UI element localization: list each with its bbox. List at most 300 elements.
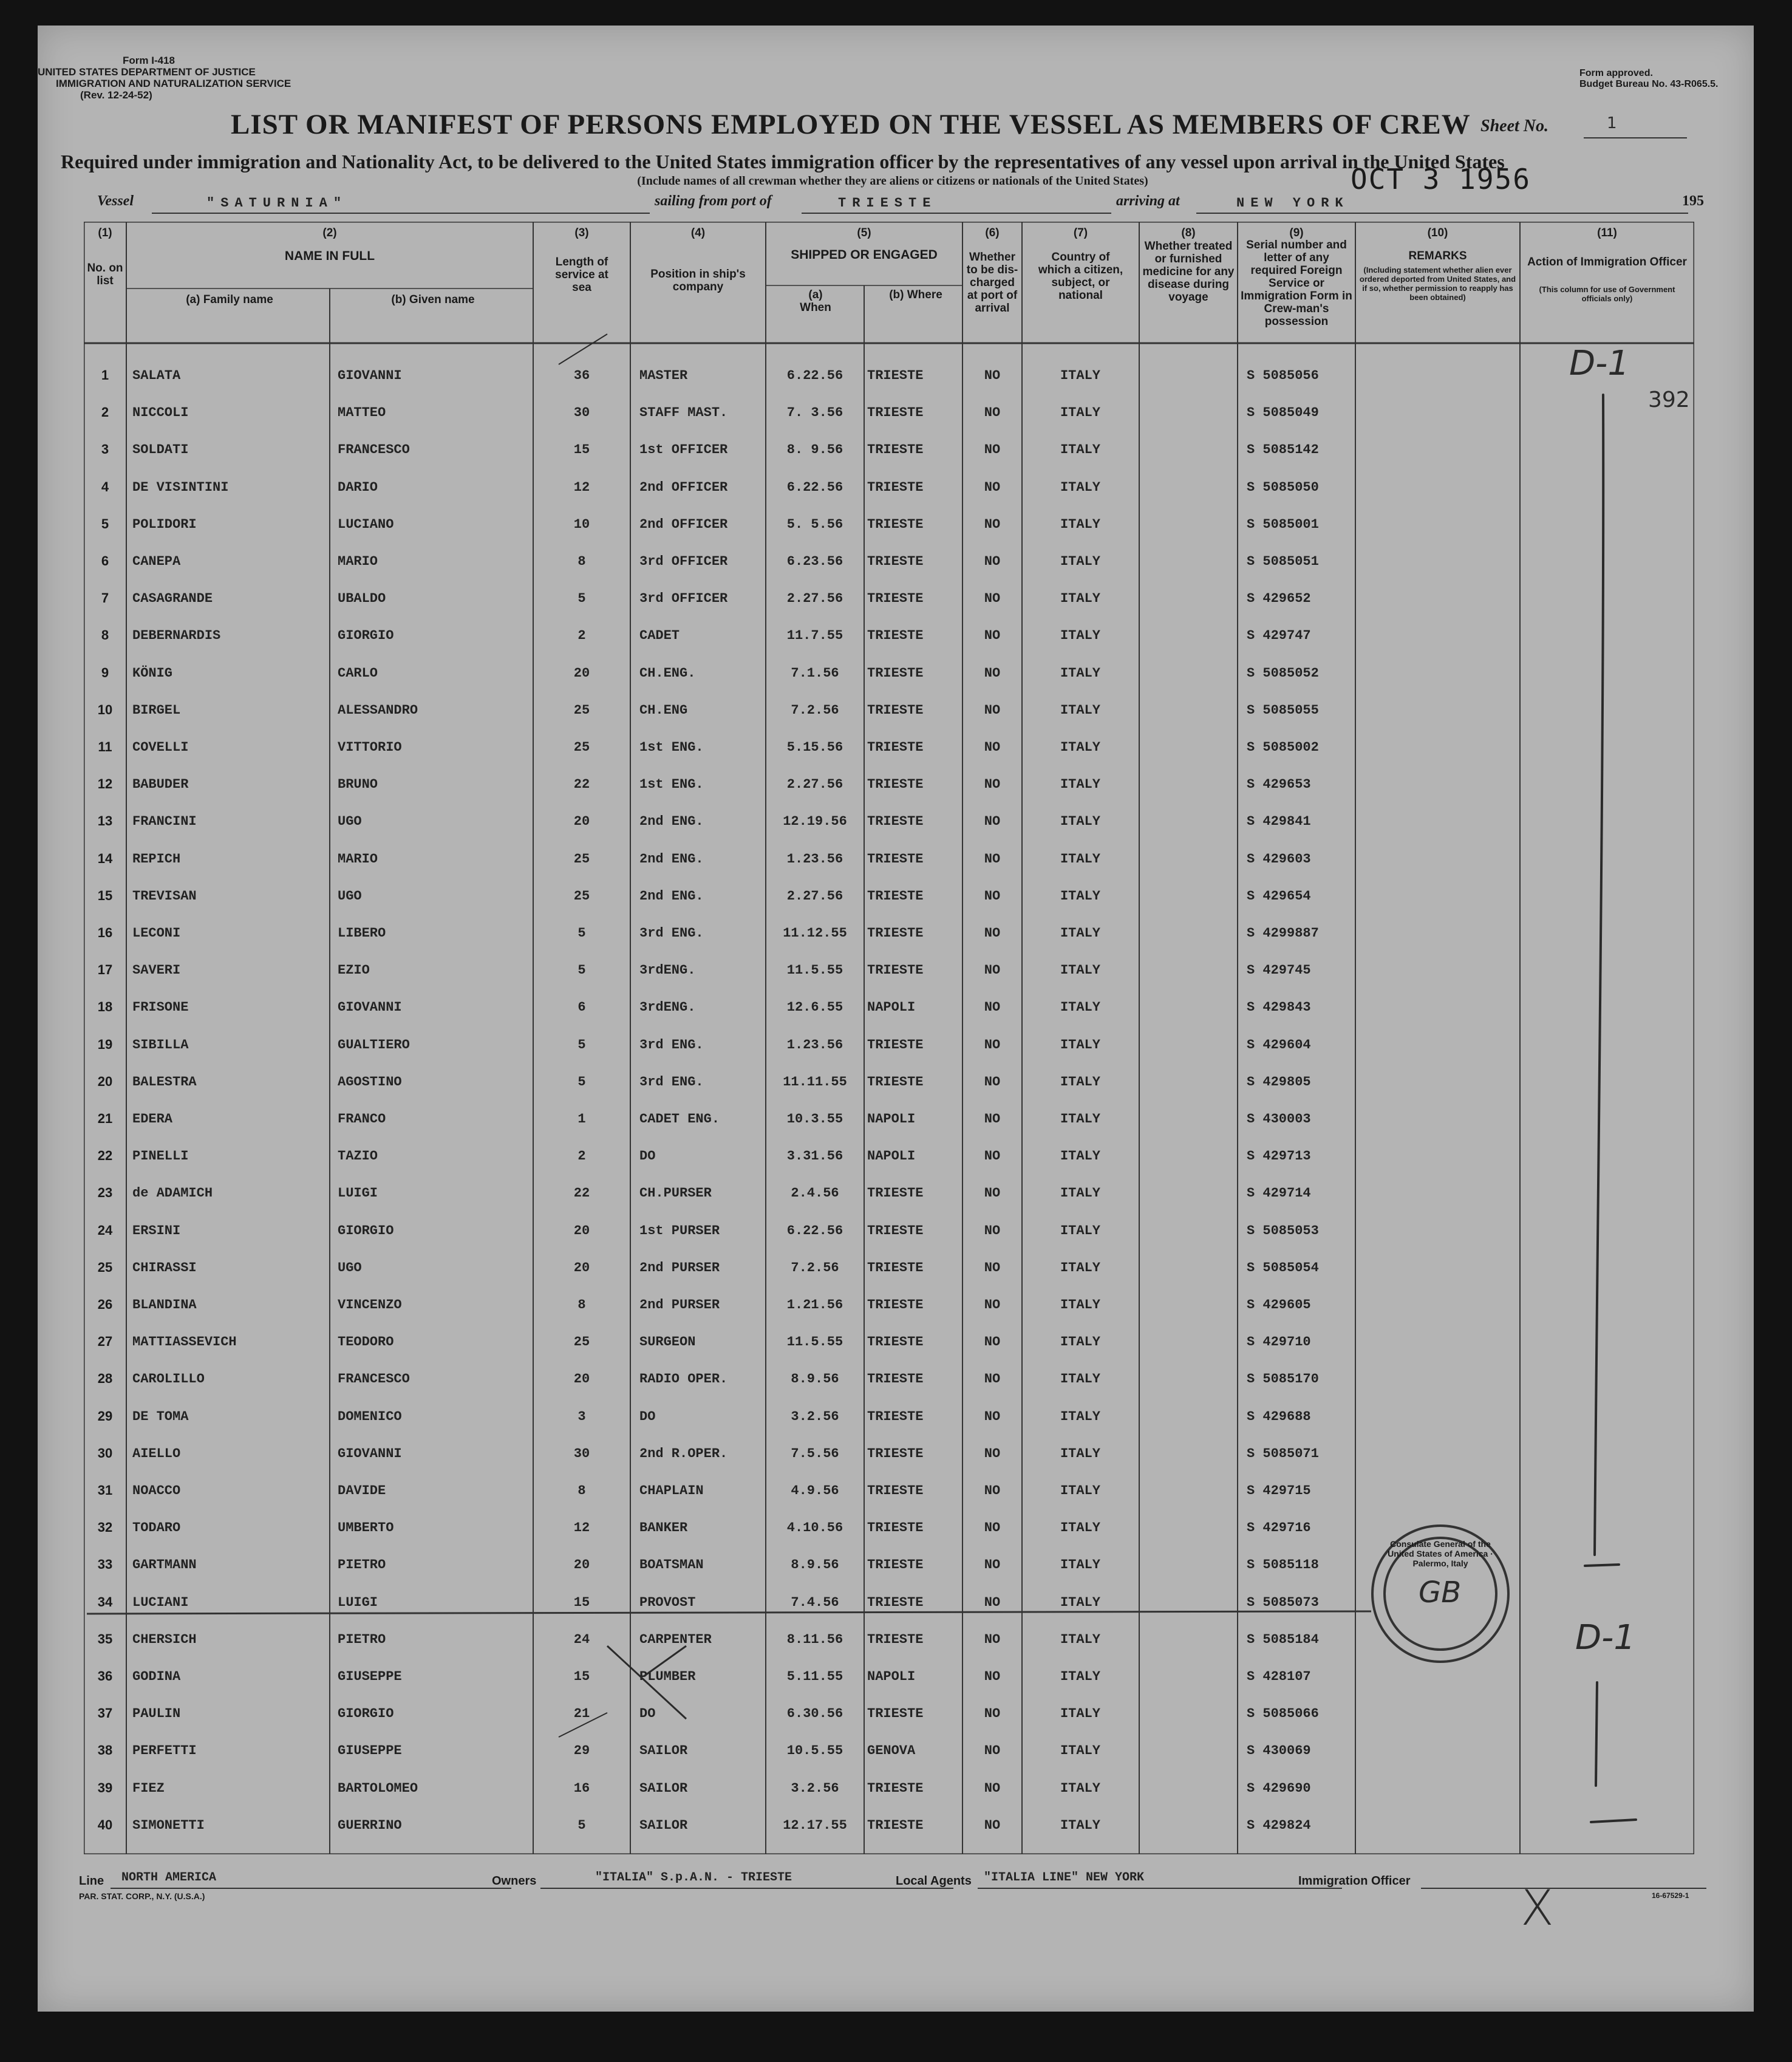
cell-discharge: NO bbox=[984, 1297, 1001, 1313]
row-number: 27 bbox=[97, 1334, 113, 1350]
approval-text: Form approved. bbox=[1579, 68, 1653, 78]
cell-given: UBALDO bbox=[338, 591, 386, 607]
cell-country: ITALY bbox=[1060, 777, 1100, 793]
cell-service: 15 bbox=[573, 442, 590, 458]
cell-service: 10 bbox=[573, 516, 590, 532]
cell-discharge: NO bbox=[984, 1743, 1001, 1759]
cell-given: GIORGIO bbox=[338, 628, 394, 644]
cell-position: 2nd ENG. bbox=[639, 814, 704, 830]
cell-discharge: NO bbox=[984, 1446, 1001, 1461]
cell-serial: S 429652 bbox=[1247, 591, 1311, 607]
cell-service: 5 bbox=[577, 1037, 586, 1053]
cell-serial: S 5085052 bbox=[1247, 665, 1319, 681]
line-label: Line bbox=[79, 1874, 104, 1888]
cell-where: TRIESTE bbox=[867, 814, 924, 830]
cell-position: 2nd ENG. bbox=[639, 851, 704, 867]
cell-discharge: NO bbox=[984, 1371, 1001, 1387]
cell-discharge: NO bbox=[984, 1037, 1001, 1053]
cell-serial: S 429713 bbox=[1247, 1149, 1311, 1164]
local-agents-label: Local Agents bbox=[896, 1874, 972, 1888]
cell-when: 6.22.56 bbox=[786, 368, 843, 383]
row-number: 22 bbox=[97, 1148, 113, 1164]
cell-position: DO bbox=[639, 1408, 656, 1424]
cell-service: 25 bbox=[573, 702, 590, 718]
cell-service: 12 bbox=[573, 479, 590, 495]
cell-serial: S 429824 bbox=[1247, 1817, 1311, 1833]
cell-when: 1.23.56 bbox=[786, 851, 843, 867]
cell-family: NICCOLI bbox=[132, 405, 189, 421]
cell-family: FIEZ bbox=[132, 1780, 165, 1796]
cell-serial: S 429716 bbox=[1247, 1520, 1311, 1536]
row-number: 2 bbox=[101, 405, 109, 420]
cell-when: 11.5.55 bbox=[786, 1334, 843, 1350]
cell-when: 6.22.56 bbox=[786, 1223, 843, 1238]
cell-service: 30 bbox=[573, 1446, 590, 1461]
cell-position: 1st ENG. bbox=[639, 740, 704, 755]
cell-country: ITALY bbox=[1060, 1706, 1100, 1722]
cell-given: MARIO bbox=[338, 851, 378, 867]
cell-position: SAILOR bbox=[639, 1743, 688, 1759]
cell-serial: S 429690 bbox=[1247, 1780, 1311, 1796]
cell-position: CH.ENG. bbox=[639, 665, 696, 681]
cell-position: CADET bbox=[639, 628, 680, 644]
cell-position: 2nd OFFICER bbox=[639, 516, 728, 532]
cell-service: 5 bbox=[577, 1074, 586, 1090]
x-mark: X bbox=[1521, 1880, 1554, 1936]
cell-family: KÖNIG bbox=[132, 665, 173, 681]
form-approval bbox=[1579, 68, 1774, 90]
consulate-seal bbox=[1371, 1524, 1510, 1663]
cell-service: 5 bbox=[577, 1817, 586, 1833]
cell-family: LECONI bbox=[132, 926, 181, 941]
cell-service: 5 bbox=[577, 591, 586, 607]
row-number: 32 bbox=[97, 1520, 113, 1535]
cell-where: TRIESTE bbox=[867, 554, 924, 569]
cell-discharge: NO bbox=[984, 1520, 1001, 1536]
cell-position: 3rdENG. bbox=[639, 1000, 696, 1016]
cell-serial: S 5085118 bbox=[1247, 1557, 1319, 1573]
cell-country: ITALY bbox=[1060, 702, 1100, 718]
cell-position: 2nd OFFICER bbox=[639, 479, 728, 495]
row-number: 18 bbox=[97, 999, 113, 1015]
cell-when: 5. 5.56 bbox=[786, 516, 843, 532]
cell-country: ITALY bbox=[1060, 554, 1100, 569]
row-number: 38 bbox=[97, 1743, 113, 1758]
cell-country: ITALY bbox=[1060, 1408, 1100, 1424]
cell-service: 36 bbox=[573, 368, 590, 383]
cell-service: 5 bbox=[577, 926, 586, 941]
cell-discharge: NO bbox=[984, 1334, 1001, 1350]
cell-family: DE VISINTINI bbox=[132, 479, 229, 495]
cell-where: TRIESTE bbox=[867, 1408, 924, 1424]
date-stamp: OCT 3 1956 bbox=[1351, 163, 1531, 196]
cell-where: TRIESTE bbox=[867, 1186, 924, 1201]
cell-when: 7.5.56 bbox=[791, 1446, 839, 1461]
cell-discharge: NO bbox=[984, 1260, 1001, 1275]
cell-family: FRANCINI bbox=[132, 814, 197, 830]
cell-discharge: NO bbox=[984, 591, 1001, 607]
cell-country: ITALY bbox=[1060, 1557, 1100, 1573]
cell-family: BABUDER bbox=[132, 777, 189, 793]
cell-family: SALATA bbox=[132, 368, 181, 383]
line-value: NORTH AMERICA bbox=[121, 1871, 217, 1885]
cell-when: 4.9.56 bbox=[791, 1483, 839, 1498]
row-number: 21 bbox=[97, 1111, 113, 1126]
row-number: 10 bbox=[97, 702, 113, 717]
form-number: Form I-418 bbox=[123, 55, 175, 66]
cell-service: 25 bbox=[573, 1334, 590, 1350]
row-number: 16 bbox=[97, 925, 113, 940]
cell-country: ITALY bbox=[1060, 665, 1100, 681]
col4-number: (4) bbox=[690, 227, 706, 239]
cell-where: TRIESTE bbox=[867, 442, 924, 458]
subtitle: Required under immigration and Nationality Act, to be delivered to the United States immigration officer by the representatives of any vessel upon arrival in the United States bbox=[61, 151, 1505, 172]
cell-service: 8 bbox=[577, 1483, 586, 1498]
cell-when: 11.11.55 bbox=[783, 1074, 847, 1090]
cell-discharge: NO bbox=[984, 1223, 1001, 1238]
cell-when: 2.27.56 bbox=[786, 591, 843, 607]
cell-given: DARIO bbox=[338, 479, 378, 495]
row-number: 5 bbox=[101, 516, 109, 531]
cell-serial: S 429805 bbox=[1247, 1074, 1311, 1090]
cell-service: 25 bbox=[573, 888, 590, 904]
cell-given: GUERRINO bbox=[338, 1817, 402, 1833]
cell-discharge: NO bbox=[984, 1780, 1001, 1796]
cell-family: BLANDINA bbox=[132, 1297, 197, 1313]
cell-given: LIBERO bbox=[338, 926, 386, 941]
cell-family: BALESTRA bbox=[132, 1074, 197, 1090]
cell-serial: S 5085066 bbox=[1247, 1706, 1319, 1722]
cell-serial: S 429604 bbox=[1247, 1037, 1311, 1053]
cell-given: LUCIANO bbox=[338, 516, 394, 532]
cell-given: UMBERTO bbox=[338, 1520, 394, 1536]
cell-family: DE TOMA bbox=[132, 1408, 189, 1424]
cell-given: UGO bbox=[338, 814, 362, 830]
cell-when: 12.6.55 bbox=[786, 1000, 843, 1016]
cell-country: ITALY bbox=[1060, 888, 1100, 904]
cell-given: AGOSTINO bbox=[338, 1074, 402, 1090]
cell-given: PIETRO bbox=[338, 1557, 386, 1573]
cell-when: 2.27.56 bbox=[786, 777, 843, 793]
cell-serial: S 5085049 bbox=[1247, 405, 1319, 421]
cell-when: 11.12.55 bbox=[783, 926, 847, 941]
cell-service: 25 bbox=[573, 740, 590, 755]
sheet-label: Sheet No. bbox=[1480, 117, 1548, 135]
row-number: 15 bbox=[97, 887, 113, 903]
cell-where: TRIESTE bbox=[867, 1223, 924, 1238]
cell-country: ITALY bbox=[1060, 1594, 1100, 1610]
row-number: 20 bbox=[97, 1073, 113, 1089]
cell-where: TRIESTE bbox=[867, 1260, 924, 1275]
row-number: 1 bbox=[101, 367, 109, 383]
cell-position: CADET ENG. bbox=[639, 1111, 720, 1127]
vessel-label: Vessel bbox=[97, 193, 134, 209]
row-number: 6 bbox=[101, 553, 109, 568]
cell-position: 1st OFFICER bbox=[639, 442, 728, 458]
cell-country: ITALY bbox=[1060, 1297, 1100, 1313]
cell-serial: S 429714 bbox=[1247, 1186, 1311, 1201]
cell-position: 2nd PURSER bbox=[639, 1297, 720, 1313]
cell-country: ITALY bbox=[1060, 740, 1100, 755]
cell-family: MATTIASSEVICH bbox=[132, 1334, 237, 1350]
col4-header: Position in ship's company bbox=[650, 268, 746, 293]
cell-given: FRANCESCO bbox=[338, 1371, 410, 1387]
cell-service: 1 bbox=[577, 1111, 586, 1127]
service-name: IMMIGRATION AND NATURALIZATION SERVICE bbox=[56, 78, 291, 89]
cell-discharge: NO bbox=[984, 740, 1001, 755]
row-number: 7 bbox=[101, 590, 109, 606]
col6-header: Whether to be dis-charged at port of arrival bbox=[966, 251, 1018, 315]
cell-when: 10.3.55 bbox=[786, 1111, 843, 1127]
cell-when: 7.4.56 bbox=[791, 1594, 839, 1610]
cell-where: TRIESTE bbox=[867, 740, 924, 755]
cell-family: NOACCO bbox=[132, 1483, 181, 1498]
row-number: 33 bbox=[97, 1557, 113, 1572]
agency-name: UNITED STATES DEPARTMENT OF JUSTICE bbox=[38, 66, 256, 78]
cell-serial: S 429654 bbox=[1247, 888, 1311, 904]
row-number: 29 bbox=[97, 1408, 113, 1424]
cell-where: TRIESTE bbox=[867, 665, 924, 681]
cell-position: SURGEON bbox=[639, 1334, 696, 1350]
cell-given: BARTOLOMEO bbox=[338, 1780, 418, 1796]
arrival-port: NEW YORK bbox=[1236, 196, 1349, 211]
row-number: 40 bbox=[97, 1817, 113, 1832]
cell-service: 20 bbox=[573, 1260, 590, 1275]
cell-position: STAFF MAST. bbox=[639, 405, 728, 421]
col9-number: (9) bbox=[1289, 227, 1304, 239]
cell-serial: S 5085053 bbox=[1247, 1223, 1319, 1238]
cell-serial: S 430069 bbox=[1247, 1743, 1311, 1759]
cell-discharge: NO bbox=[984, 1074, 1001, 1090]
cell-serial: S 5085142 bbox=[1247, 442, 1319, 458]
cell-discharge: NO bbox=[984, 1000, 1001, 1016]
service-strikethrough-marks bbox=[547, 316, 619, 1859]
manifest-footer bbox=[73, 1871, 1712, 1919]
row-number: 37 bbox=[97, 1705, 113, 1721]
sailing-label: sailing from port of bbox=[655, 193, 772, 209]
cell-discharge: NO bbox=[984, 1557, 1001, 1573]
cell-when: 3.2.56 bbox=[791, 1408, 839, 1424]
cell-when: 4.10.56 bbox=[786, 1520, 843, 1536]
cell-country: ITALY bbox=[1060, 1074, 1100, 1090]
cell-country: ITALY bbox=[1060, 1111, 1100, 1127]
cell-serial: S 429688 bbox=[1247, 1408, 1311, 1424]
cell-discharge: NO bbox=[984, 1669, 1001, 1684]
cell-country: ITALY bbox=[1060, 1669, 1100, 1684]
cell-where: TRIESTE bbox=[867, 1631, 924, 1647]
cell-discharge: NO bbox=[984, 1631, 1001, 1647]
cell-position: 3rdENG. bbox=[639, 963, 696, 978]
form-revision: (Rev. 12-24-52) bbox=[80, 89, 152, 101]
owners-value: "ITALIA" S.p.A.N. - TRIESTE bbox=[595, 1871, 792, 1885]
col2b-header: (b) Given name bbox=[391, 293, 475, 306]
cell-discharge: NO bbox=[984, 1594, 1001, 1610]
cell-when: 11.5.55 bbox=[786, 963, 843, 978]
col10-note: (Including statement whether alien ever ordered deported from United States, and if so, whether permission to reapply has been obtained) bbox=[1359, 265, 1516, 302]
cell-serial: S 5085055 bbox=[1247, 702, 1319, 718]
cell-family: BIRGEL bbox=[132, 702, 181, 718]
cell-serial: S 5085056 bbox=[1247, 368, 1319, 383]
cell-family: CHERSICH bbox=[132, 1631, 197, 1647]
cell-position: CH.ENG bbox=[639, 702, 688, 718]
cell-discharge: NO bbox=[984, 368, 1001, 383]
cell-service: 5 bbox=[577, 963, 586, 978]
cell-position: CH.PURSER bbox=[639, 1186, 712, 1201]
cell-service: 12 bbox=[573, 1520, 590, 1536]
cell-country: ITALY bbox=[1060, 926, 1100, 941]
cell-when: 7.2.56 bbox=[791, 702, 839, 718]
col5-header: SHIPPED OR ENGAGED bbox=[791, 248, 938, 262]
cell-family: GARTMANN bbox=[132, 1557, 197, 1573]
cell-country: ITALY bbox=[1060, 1483, 1100, 1498]
cell-when: 5.15.56 bbox=[786, 740, 843, 755]
col2a-header: (a) Family name bbox=[186, 293, 273, 306]
cell-country: ITALY bbox=[1060, 405, 1100, 421]
cell-family: POLIDORI bbox=[132, 516, 197, 532]
cell-family: TODARO bbox=[132, 1520, 181, 1536]
cell-serial: S 428107 bbox=[1247, 1669, 1311, 1684]
col8-number: (8) bbox=[1181, 227, 1196, 239]
page-title: LIST OR MANIFEST OF PERSONS EMPLOYED ON THE VESSEL AS MEMBERS OF CREW bbox=[231, 109, 1471, 140]
cell-serial: S 429841 bbox=[1247, 814, 1311, 830]
cell-serial: S 5085170 bbox=[1247, 1371, 1319, 1387]
col7-number: (7) bbox=[1073, 227, 1088, 239]
cell-when: 7.2.56 bbox=[791, 1260, 839, 1275]
cell-service: 2 bbox=[577, 628, 586, 644]
cell-family: ERSINI bbox=[132, 1223, 181, 1238]
row-number: 4 bbox=[101, 479, 109, 494]
cell-where: TRIESTE bbox=[867, 851, 924, 867]
cell-when: 8.9.56 bbox=[791, 1557, 839, 1573]
cell-where: TRIESTE bbox=[867, 1334, 924, 1350]
cell-service: 20 bbox=[573, 1371, 590, 1387]
cell-given: ALESSANDRO bbox=[338, 702, 418, 718]
cell-family: de ADAMICH bbox=[132, 1186, 213, 1201]
cell-position: PROVOST bbox=[639, 1594, 696, 1610]
cell-given: GIOVANNI bbox=[338, 368, 402, 383]
cell-given: GIOVANNI bbox=[338, 1000, 402, 1016]
cell-position: 3rd ENG. bbox=[639, 1074, 704, 1090]
cell-family: PAULIN bbox=[132, 1706, 181, 1722]
cell-serial: S 429745 bbox=[1247, 963, 1311, 978]
cell-given: FRANCO bbox=[338, 1111, 386, 1127]
cell-serial: S 4299887 bbox=[1247, 926, 1319, 941]
cell-service: 29 bbox=[573, 1743, 590, 1759]
cell-where: TRIESTE bbox=[867, 926, 924, 941]
cell-family: COVELLI bbox=[132, 740, 189, 755]
cell-service: 24 bbox=[573, 1631, 590, 1647]
cell-where: NAPOLI bbox=[867, 1149, 916, 1164]
cell-when: 3.2.56 bbox=[791, 1780, 839, 1796]
cell-service: 20 bbox=[573, 1557, 590, 1573]
col1-header: No. on list bbox=[87, 262, 123, 287]
col1-number: (1) bbox=[98, 227, 112, 239]
row-number: 12 bbox=[97, 776, 113, 792]
cell-position: 3rd ENG. bbox=[639, 926, 704, 941]
cell-family: EDERA bbox=[132, 1111, 173, 1127]
cell-when: 7. 3.56 bbox=[786, 405, 843, 421]
cell-when: 12.17.55 bbox=[783, 1817, 847, 1833]
col2-header: NAME IN FULL bbox=[284, 249, 375, 263]
cell-country: ITALY bbox=[1060, 1817, 1100, 1833]
cell-discharge: NO bbox=[984, 1706, 1001, 1722]
owners-label: Owners bbox=[492, 1874, 537, 1888]
cell-serial: S 5085071 bbox=[1247, 1446, 1319, 1461]
cell-where: TRIESTE bbox=[867, 1446, 924, 1461]
cell-where: TRIESTE bbox=[867, 1817, 924, 1833]
cell-country: ITALY bbox=[1060, 1780, 1100, 1796]
cell-serial: S 430003 bbox=[1247, 1111, 1311, 1127]
cell-service: 22 bbox=[573, 777, 590, 793]
col5-number: (5) bbox=[857, 227, 871, 239]
cell-serial: S 429605 bbox=[1247, 1297, 1311, 1313]
cell-given: CARLO bbox=[338, 665, 378, 681]
cell-discharge: NO bbox=[984, 1111, 1001, 1127]
cell-given: GIOVANNI bbox=[338, 1446, 402, 1461]
cell-where: NAPOLI bbox=[867, 1111, 916, 1127]
cell-given: GUALTIERO bbox=[338, 1037, 410, 1053]
cell-where: TRIESTE bbox=[867, 1780, 924, 1796]
cell-given: MARIO bbox=[338, 554, 378, 569]
cell-family: REPICH bbox=[132, 851, 181, 867]
immigration-officer-label: Immigration Officer bbox=[1298, 1874, 1411, 1888]
cell-discharge: NO bbox=[984, 516, 1001, 532]
cell-serial: S 429715 bbox=[1247, 1483, 1311, 1498]
cell-family: SIMONETTI bbox=[132, 1817, 205, 1833]
cell-where: TRIESTE bbox=[867, 1557, 924, 1573]
cell-service: 15 bbox=[573, 1669, 590, 1684]
cell-country: ITALY bbox=[1060, 479, 1100, 495]
cell-given: LUIGI bbox=[338, 1186, 378, 1201]
cell-family: SOLDATI bbox=[132, 442, 189, 458]
col5b-header: (b) Where bbox=[889, 288, 942, 301]
cell-country: ITALY bbox=[1060, 1186, 1100, 1201]
cell-discharge: NO bbox=[984, 628, 1001, 644]
cell-country: ITALY bbox=[1060, 368, 1100, 383]
cell-discharge: NO bbox=[984, 1817, 1001, 1833]
budget-bureau-number: Budget Bureau No. 43-R065.5. bbox=[1579, 79, 1719, 89]
cell-discharge: NO bbox=[984, 442, 1001, 458]
cell-serial: S 5085001 bbox=[1247, 516, 1319, 532]
cell-country: ITALY bbox=[1060, 591, 1100, 607]
cell-when: 8. 9.56 bbox=[786, 442, 843, 458]
cell-position: CARPENTER bbox=[639, 1631, 712, 1647]
subtitle-note: (Include names of all crewman whether they are aliens or citizens or nationals of the United States) bbox=[637, 174, 1148, 188]
cell-family: AIELLO bbox=[132, 1446, 181, 1461]
cell-position: MASTER bbox=[639, 368, 688, 383]
cell-where: NAPOLI bbox=[867, 1000, 916, 1016]
printer-imprint: PAR. STAT. CORP., N.Y. (U.S.A.) bbox=[79, 1891, 205, 1901]
cell-where: TRIESTE bbox=[867, 1483, 924, 1498]
row-number: 13 bbox=[97, 813, 113, 829]
cell-family: CASAGRANDE bbox=[132, 591, 213, 607]
cell-family: FRISONE bbox=[132, 1000, 189, 1016]
col10-header: REMARKS bbox=[1408, 250, 1467, 262]
cell-serial: S 5085051 bbox=[1247, 554, 1319, 569]
row-number: 35 bbox=[97, 1631, 113, 1647]
col6-number: (6) bbox=[985, 227, 1000, 239]
cell-service: 30 bbox=[573, 405, 590, 421]
cell-family: LUCIANI bbox=[132, 1594, 189, 1610]
sheet-number: 1 bbox=[1607, 114, 1617, 132]
row-number: 31 bbox=[97, 1483, 113, 1498]
cell-service: 15 bbox=[573, 1594, 590, 1610]
row-number: 24 bbox=[97, 1222, 113, 1238]
cell-service: 20 bbox=[573, 665, 590, 681]
cell-where: TRIESTE bbox=[867, 1371, 924, 1387]
cell-discharge: NO bbox=[984, 888, 1001, 904]
cell-serial: S 429710 bbox=[1247, 1334, 1311, 1350]
